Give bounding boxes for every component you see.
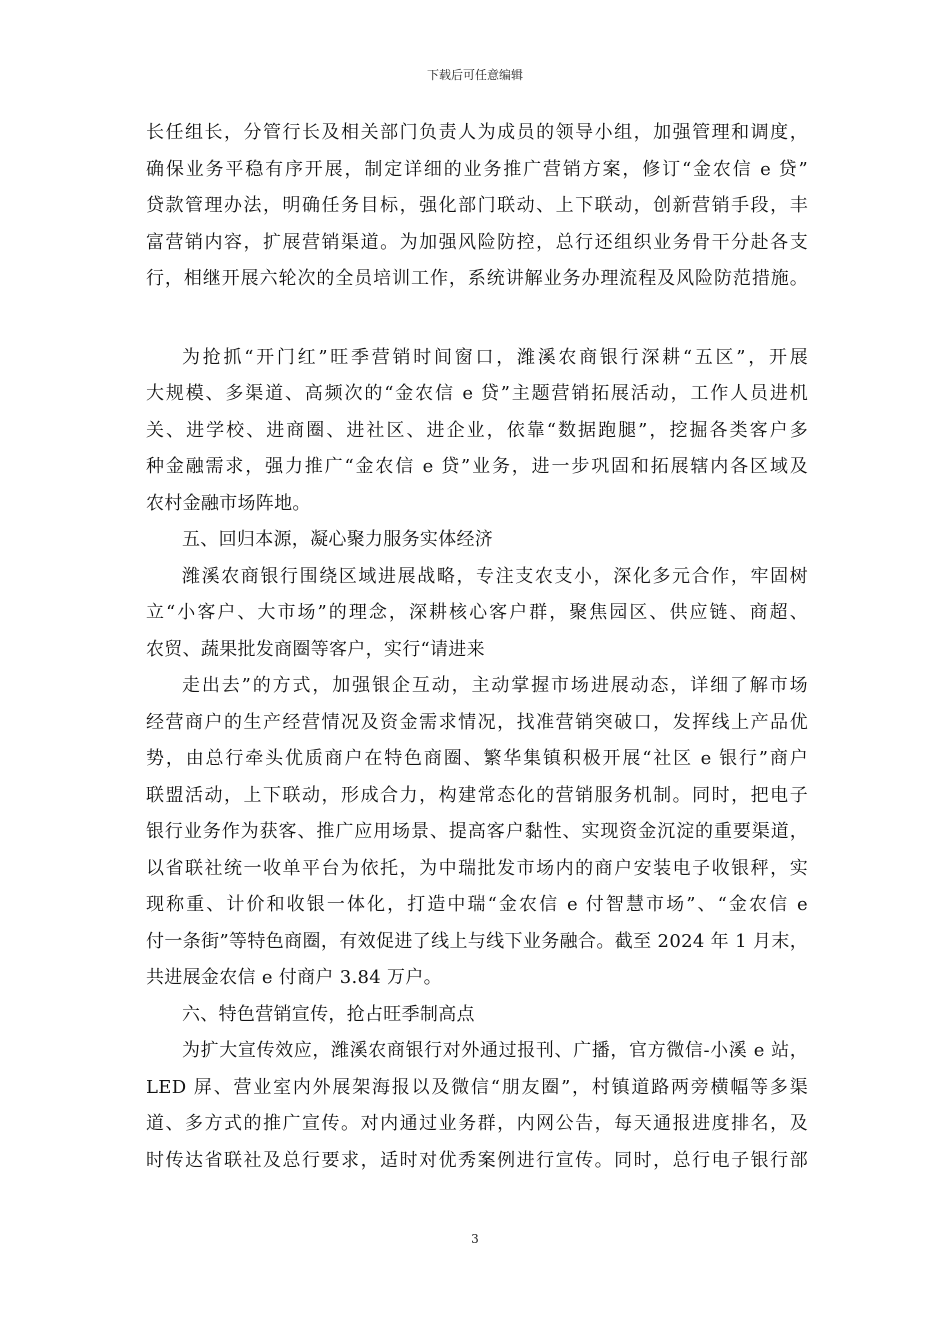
section-heading: 五、回归本源，凝心聚力服务实体经济 bbox=[182, 529, 494, 550]
text-line: 走出去”的方式，加强银企互动，主动掌握市场进展动态，详细了解市场 bbox=[182, 675, 808, 696]
text-line: 为扩大宣传效应，潍溪农商银行对外通过报刊、广播，官方微信-小溪 e 站， bbox=[182, 1040, 808, 1061]
text-line: 现称重、计价和收银一体化，打造中瑞“金农信 e 付智慧市场”、“金农信 e bbox=[146, 894, 808, 915]
section-heading: 六、特色营销宣传，抢占旺季制高点 bbox=[182, 1003, 475, 1025]
text-line: 联盟活动，上下联动，形成合力，构建常态化的营销服务机制。同时，把电子 bbox=[146, 784, 808, 806]
text-line: 大规模、多渠道、高频次的“金农信 e 贷”主题营销拓展活动，工作人员进机 bbox=[146, 383, 808, 404]
text-line: 共进展金农信 e 付商户 3.84 万户。 bbox=[146, 967, 442, 988]
text-line: 势，由总行牵头优质商户在特色商圈、繁华集镇积极开展“社区 e 银行”商户 bbox=[146, 748, 808, 769]
text-line: 道、多方式的推广宣传。对内通过业务群，内网公告，每天通报进度排名，及 bbox=[146, 1113, 808, 1134]
page-number: 3 bbox=[471, 1232, 479, 1246]
page-header: 下载后可任意编辑 bbox=[426, 68, 523, 82]
text-line: 贷款管理办法，明确任务目标，强化部门联动、上下联动，创新营销手段，丰 bbox=[146, 195, 808, 216]
text-line: 长任组长，分管行长及相关部门负责人为成员的领导小组，加强管理和调度， bbox=[146, 122, 808, 143]
text-line: 农贸、蔬果批发商圈等客户，实行“请进来 bbox=[146, 638, 485, 660]
text-line: LED 屏、营业室内外展架海报以及微信“朋友圈”，村镇道路两旁横幅等多渠 bbox=[146, 1076, 808, 1098]
text-line: 富营销内容，扩展营销渠道。为加强风险防控，总行还组织业务骨干分赴各支 bbox=[146, 231, 808, 253]
text-line: 时传达省联社及总行要求，适时对优秀案例进行宣传。同时，总行电子银行部 bbox=[146, 1149, 808, 1171]
paragraph-gap bbox=[146, 298, 808, 340]
document-body bbox=[146, 115, 808, 1179]
text-line: 银行业务作为获客、推广应用场景、提高客户黏性、实现资金沉淀的重要渠道， bbox=[146, 821, 808, 842]
text-line: 付一条街”等特色商圈，有效促进了线上与线下业务融合。截至 2024 年 1 月末， bbox=[146, 930, 808, 952]
text-line: 立“小客户、大市场”的理念，深耕核心客户群，聚焦园区、供应链、商超、 bbox=[146, 602, 808, 623]
text-line: 经营商户的生产经营情况及资金需求情况，找准营销突破口，发挥线上产品优 bbox=[146, 711, 808, 733]
text-line: 潍溪农商银行围绕区域进展战略，专注支农支小，深化多元合作，牢固树 bbox=[182, 565, 808, 587]
text-line: 确保业务平稳有序开展，制定详细的业务推广营销方案，修订“金农信 e 贷” bbox=[146, 158, 808, 180]
text-line: 种金融需求，强力推广“金农信 e 贷”业务，进一步巩固和拓展辖内各区域及 bbox=[146, 456, 808, 477]
text-line: 关、进学校、进商圈、进社区、进企业，依靠“数据跑腿”，挖掘各类客户多 bbox=[146, 419, 808, 441]
text-line: 以省联社统一收单平台为依托，为中瑞批发市场内的商户安装电子收银秤，实 bbox=[146, 857, 808, 879]
text-line: 农村金融市场阵地。 bbox=[146, 492, 311, 514]
text-line: 为抢抓“开门红”旺季营销时间窗口，潍溪农商银行深耕“五区”，开展 bbox=[182, 346, 808, 368]
text-line: 行，相继开展六轮次的全员培训工作，系统讲解业务办理流程及风险防范措施。 bbox=[146, 268, 808, 289]
